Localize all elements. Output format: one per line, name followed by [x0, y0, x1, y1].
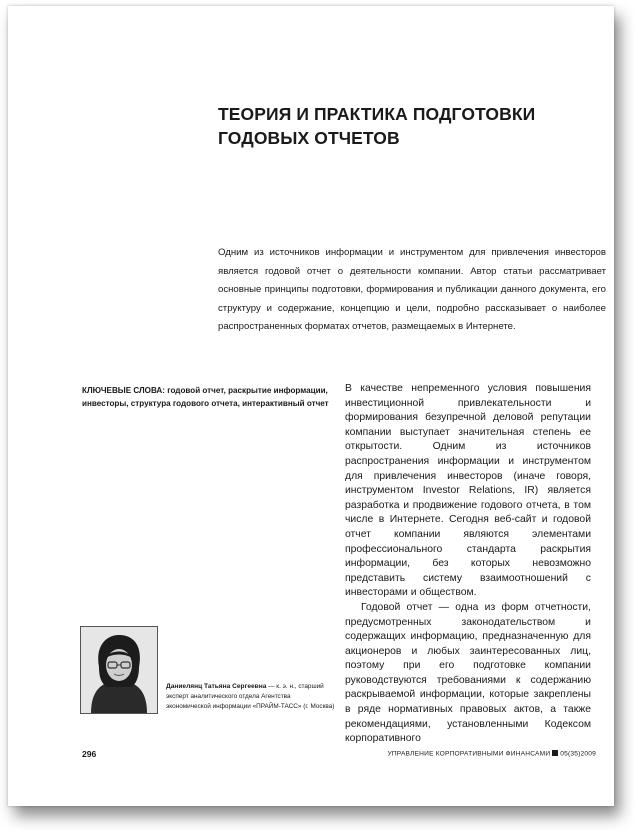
body-paragraph-1: В качестве непременного условия повышения инвестиционной привлекательности и формирования безупречной деловой репутации компании выступает значительная степень ее открытости. Одним из источников распространения информации и инструментом для привлечения инвесторов (иначе говоря, инструментом Investor Relations, IR) является разработка и продвижение годового отчета, в том числе в Интернете. Сегодня веб-сайт и годовой отчет компании являются элементами профессионального стандарта раскрытия информации, без которых невозможно представить систему взаимоотношений с инвесторами и обществом. — [345, 383, 591, 599]
journal-name: УПРАВЛЕНИЕ КОРПОРАТИВНЫМИ ФИНАНСАМИ — [387, 750, 551, 758]
page-number: 296 — [82, 749, 97, 759]
journal-issue: 05(35)2009 — [560, 750, 596, 758]
article-body — [345, 382, 591, 747]
author-portrait-icon — [80, 626, 158, 714]
document-page — [8, 6, 614, 806]
black-square-icon — [552, 750, 558, 756]
body-paragraph-2: Годовой отчет — одна из форм отчетности, предусмотренных законодательством и содержащих информацию, предназначенную для акционеров и любых заинтересованных лиц, поэтому при его подготовке компании руководствуются требованиями к содержанию раскрываемой информации, которые закреплены в ряде нормативных правовых актов, а также рекомендациями, установленными Кодексом корпоративного — [345, 601, 591, 745]
author-name: Даниелянц Татьяна Сергеевна — [166, 683, 267, 690]
author-info — [166, 682, 336, 712]
author-details: — к. э. н., старший эксперт аналитического отдела Агентства экономической информации «ПРАЙМ-ТАСС» (г. Москва) — [166, 683, 335, 710]
keywords: КЛЮЧЕВЫЕ СЛОВА: годовой отчет, раскрытие информации, инвесторы, структура годового отчета, интерактивный отчет — [82, 386, 329, 408]
article-title: ТЕОРИЯ И ПРАКТИКА ПОДГОТОВКИ ГОДОВЫХ ОТЧЕТОВ — [218, 104, 536, 148]
journal-footer — [384, 750, 596, 758]
article-abstract: Одним из источников информации и инструментом для привлечения инвесторов является годовой отчет о деятельности компании. Автор статьи рассматривает основные принципы подготовки, формирования и публикации данного документа, его структуру и содержание, концепцию и цели, подробно рассказывает о наиболее распространенных форматах отчетов, размещаемых в Интернете. — [218, 247, 606, 333]
